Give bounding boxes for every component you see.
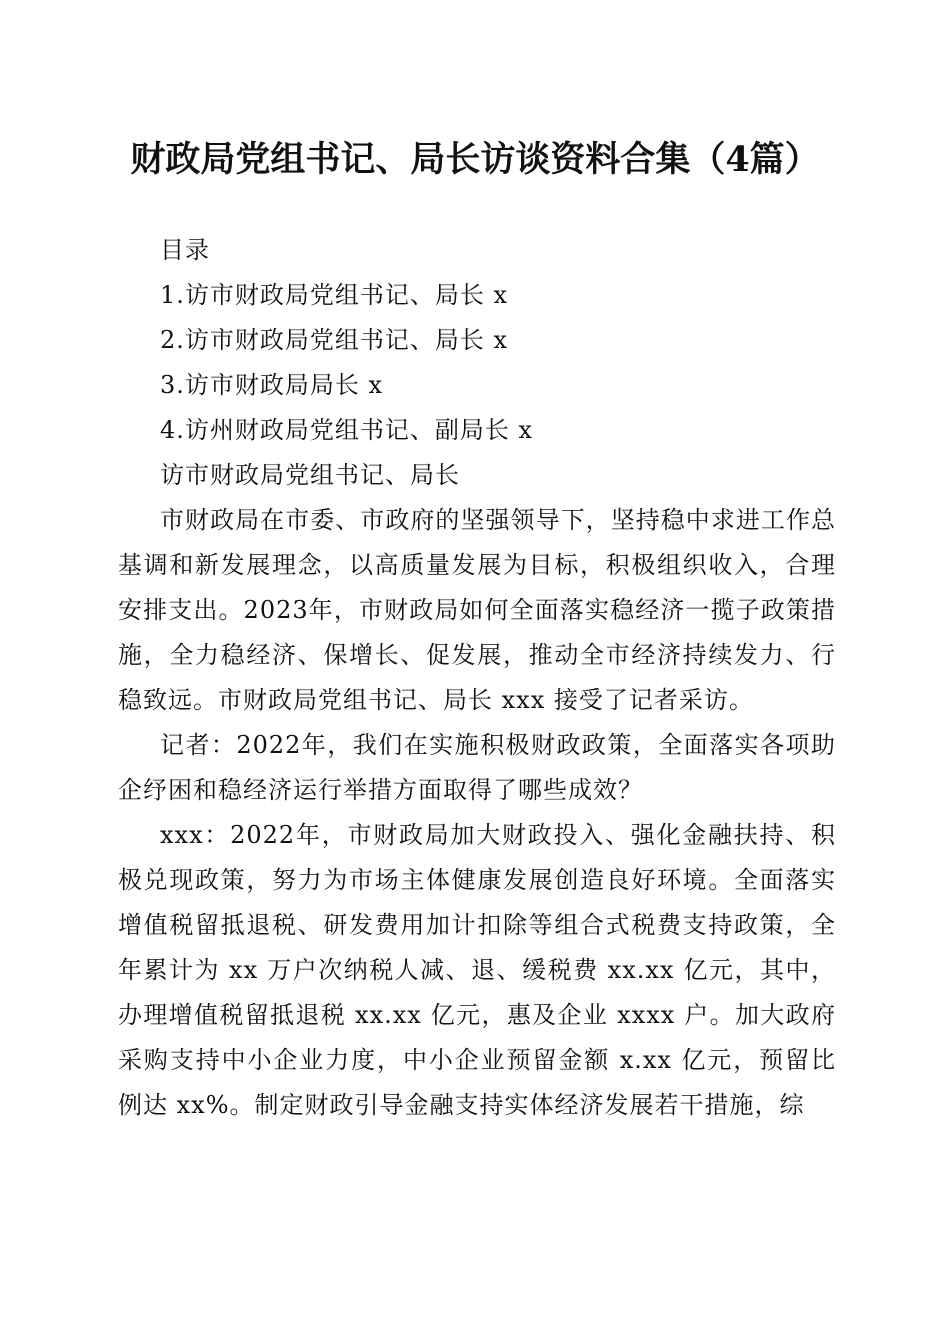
toc-heading: 目录 xyxy=(160,236,210,264)
paragraph-question: 记者：2022年，我们在实施积极财政政策，全面落实各项助企纾困和稳经济运行举措方面取得了哪些成效？ xyxy=(118,731,836,804)
toc-item-4: 4.访州财政局党组书记、副局长 x xyxy=(160,416,534,444)
document-body xyxy=(118,228,836,1128)
toc-item-2: 2.访市财政局党组书记、局长 x xyxy=(160,326,509,354)
toc-item-3: 3.访市财政局局长 x xyxy=(160,371,384,399)
toc-item-1: 1.访市财政局党组书记、局长 x xyxy=(160,281,509,309)
paragraph-intro: 市财政局在市委、市政府的坚强领导下，坚持稳中求进工作总基调和新发展理念，以高质量发展为目标，积极组织收入，合理安排支出。2023年，市财政局如何全面落实稳经济一揽子政策措施，全力稳经济、保增长、促发展，推动全市经济持续发力、行稳致远。市财政局党组书记、局长 xxx 接受了记者采访。 xyxy=(118,506,836,714)
section-heading: 访市财政局党组书记、局长 xyxy=(160,461,460,489)
paragraph-answer: xxx：2022年，市财政局加大财政投入、强化金融扶持、积极兑现政策，努力为市场主体健康发展创造良好环境。全面落实增值税留抵退税、研发费用加计扣除等组合式税费支持政策，全年累计为 xx 万户次纳税人减、退、缓税费 xx.xx 亿元，其中，办理增值税留抵退税 xx.xx 亿元，惠及企业 xxxx 户。加大政府采购支持中小企业力度，中小企业预留金额 x.xx 亿元，预留比例达 xx%。制定财政引导金融支持实体经济发展若干措施，综 xyxy=(118,821,836,1119)
document-title: 财政局党组书记、局长访谈资料合集（4篇） xyxy=(130,139,820,180)
